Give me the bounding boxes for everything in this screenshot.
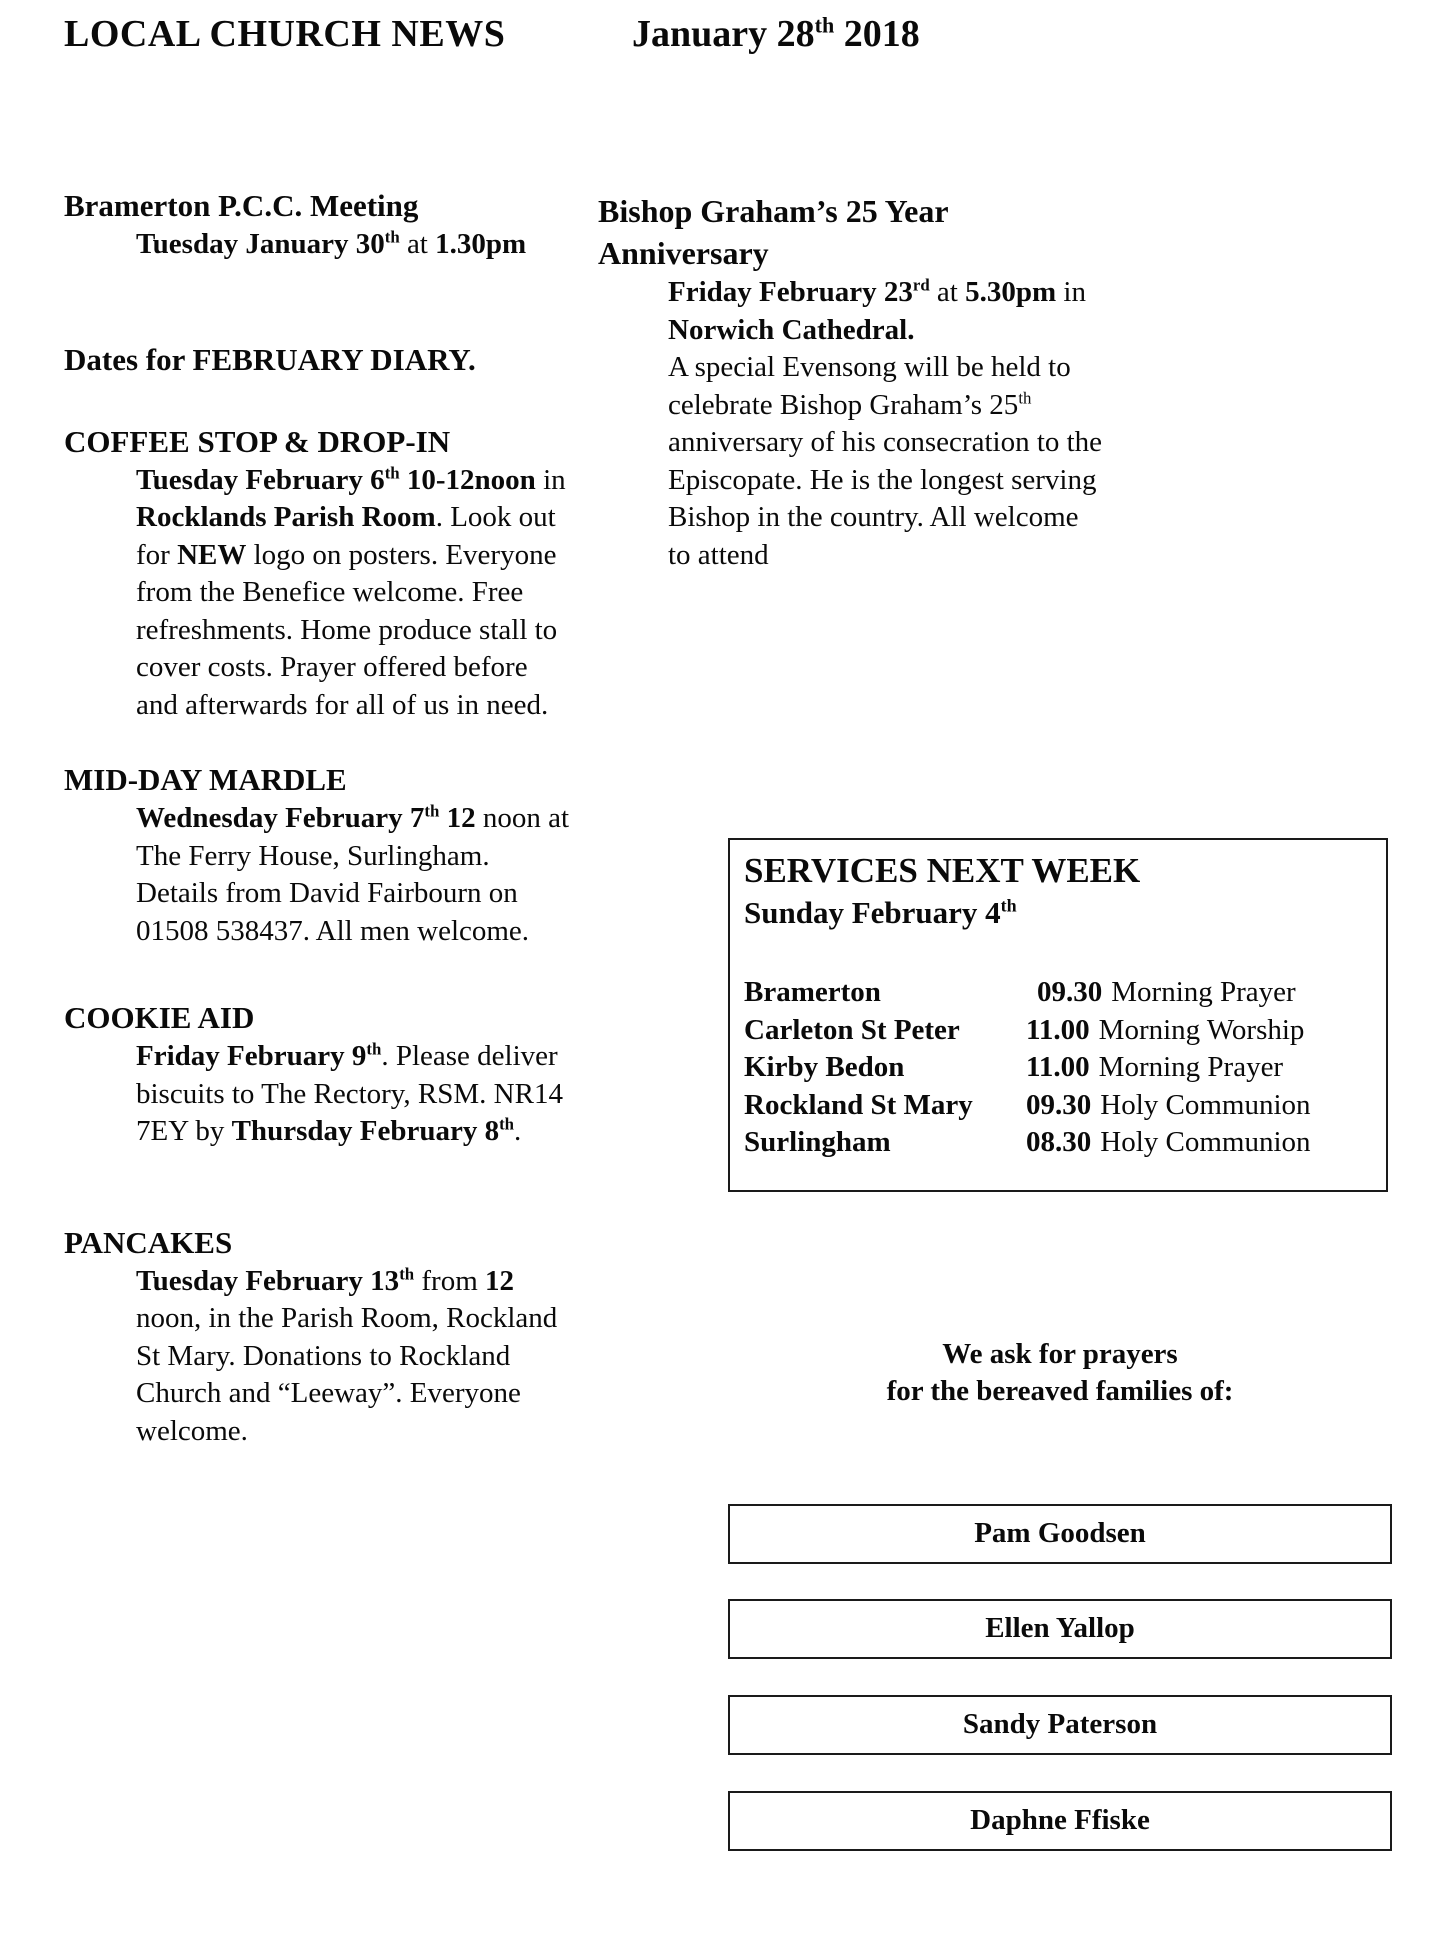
right-column	[598, 80, 1398, 1851]
service-type: Holy Communion	[1100, 1126, 1311, 1158]
service-church: Rockland St Mary	[744, 1088, 973, 1121]
section-body-bishop-anniversary: Friday February 23rd at 5.30pm in Norwich Cathedral. A special Evensong will be held to celebrate Bishop Graham’s 25th anniversary of his consecration to the Episcopate. He is the longest serving Bishop in the country. All welcome to attend	[668, 275, 1103, 571]
service-row	[744, 1049, 1372, 1087]
service-type: Morning Prayer	[1111, 976, 1296, 1008]
service-church: Kirby Bedon	[744, 1051, 905, 1083]
service-church: Surlingham	[744, 1126, 891, 1158]
prayers-heading-line1: We ask for prayers	[942, 1337, 1178, 1370]
service-time: 08.30	[1026, 1126, 1092, 1158]
service-row	[744, 1087, 1372, 1125]
section-coffee-stop	[64, 422, 598, 725]
service-church: Carleton St Peter	[744, 1013, 960, 1046]
section-body-coffee-stop: Tuesday February 6th 10-12noon in Rocklands Parish Room. Look out for NEW logo on posters. Everyone from the Benefice welcome. Free refreshments. Home produce stall to cover costs. Prayer offered before and afterwards for all of us in need.	[136, 462, 566, 721]
bereaved-name-box	[728, 1791, 1392, 1851]
bereaved-name: Pam Goodsen	[974, 1517, 1146, 1549]
service-type: Morning Prayer	[1098, 1051, 1284, 1083]
section-cookie-aid	[64, 998, 598, 1151]
services-title: SERVICES NEXT WEEK	[744, 851, 1141, 890]
bereaved-name: Sandy Paterson	[962, 1708, 1158, 1740]
services-next-week-box	[728, 838, 1388, 1192]
section-heading-midday-mardle: MID-DAY MARDLE	[64, 762, 347, 797]
service-time: 09.30	[1037, 976, 1103, 1008]
section-heading-cookie-aid: COOKIE AID	[64, 1000, 255, 1035]
service-row	[744, 1012, 1372, 1050]
section-heading-pcc-meeting: Bramerton P.C.C. Meeting	[64, 188, 419, 223]
bereaved-name: Daphne Ffiske	[970, 1804, 1150, 1836]
section-february-diary	[64, 340, 598, 380]
bereaved-name-box	[728, 1695, 1392, 1755]
section-body-cookie-aid: Friday February 9th. Please deliver biscuits to The Rectory, RSM. NR14 7EY by Thursday February 8th.	[136, 1039, 563, 1147]
service-church: Bramerton	[744, 976, 881, 1008]
section-heading-pancakes: PANCAKES	[64, 1224, 233, 1260]
service-type: Holy Communion	[1100, 1088, 1311, 1121]
bereaved-name: Ellen Yallop	[985, 1612, 1135, 1644]
section-body-pcc-meeting: Tuesday January 30th at 1.30pm	[136, 227, 527, 260]
section-bishop-anniversary	[598, 190, 1398, 574]
page-title: LOCAL CHURCH NEWS	[64, 13, 506, 55]
services-subtitle: Sunday February 4th	[744, 895, 1017, 930]
service-time: 11.00	[1026, 1013, 1090, 1046]
section-body-pancakes: Tuesday February 13th from 12 noon, in the Parish Room, Rockland St Mary. Donations to Rockland Church and “Leeway”. Everyone welcome.	[136, 1263, 558, 1447]
prayers-block	[728, 1336, 1392, 1851]
bereaved-name-box	[728, 1599, 1392, 1659]
left-column	[64, 80, 598, 1450]
issue-date: January 28th 2018	[632, 12, 920, 55]
service-row	[744, 974, 1372, 1012]
section-midday-mardle	[64, 760, 598, 950]
service-time: 09.30	[1026, 1088, 1092, 1121]
service-row	[744, 1124, 1372, 1162]
masthead	[0, 0, 1451, 80]
prayers-heading-line2: for the bereaved families of:	[886, 1374, 1234, 1407]
section-heading-february-diary: Dates for FEBRUARY DIARY.	[64, 341, 476, 377]
services-table	[744, 974, 1372, 1162]
service-type: Morning Worship	[1098, 1013, 1305, 1046]
section-body-midday-mardle: Wednesday February 7th 12 noon at The Ferry House, Surlingham. Details from David Fairbourn on 01508 538437. All men welcome.	[136, 801, 570, 947]
section-heading-bishop-anniversary: Bishop Graham’s 25 Year Anniversary	[598, 193, 948, 271]
section-pancakes	[64, 1223, 598, 1451]
two-column-layout	[0, 80, 1451, 1851]
section-pcc-meeting	[64, 186, 598, 264]
section-heading-coffee-stop: COFFEE STOP & DROP-IN	[64, 423, 451, 459]
bereaved-name-box	[728, 1504, 1392, 1564]
prayers-heading	[728, 1336, 1392, 1410]
service-time: 11.00	[1026, 1051, 1090, 1083]
